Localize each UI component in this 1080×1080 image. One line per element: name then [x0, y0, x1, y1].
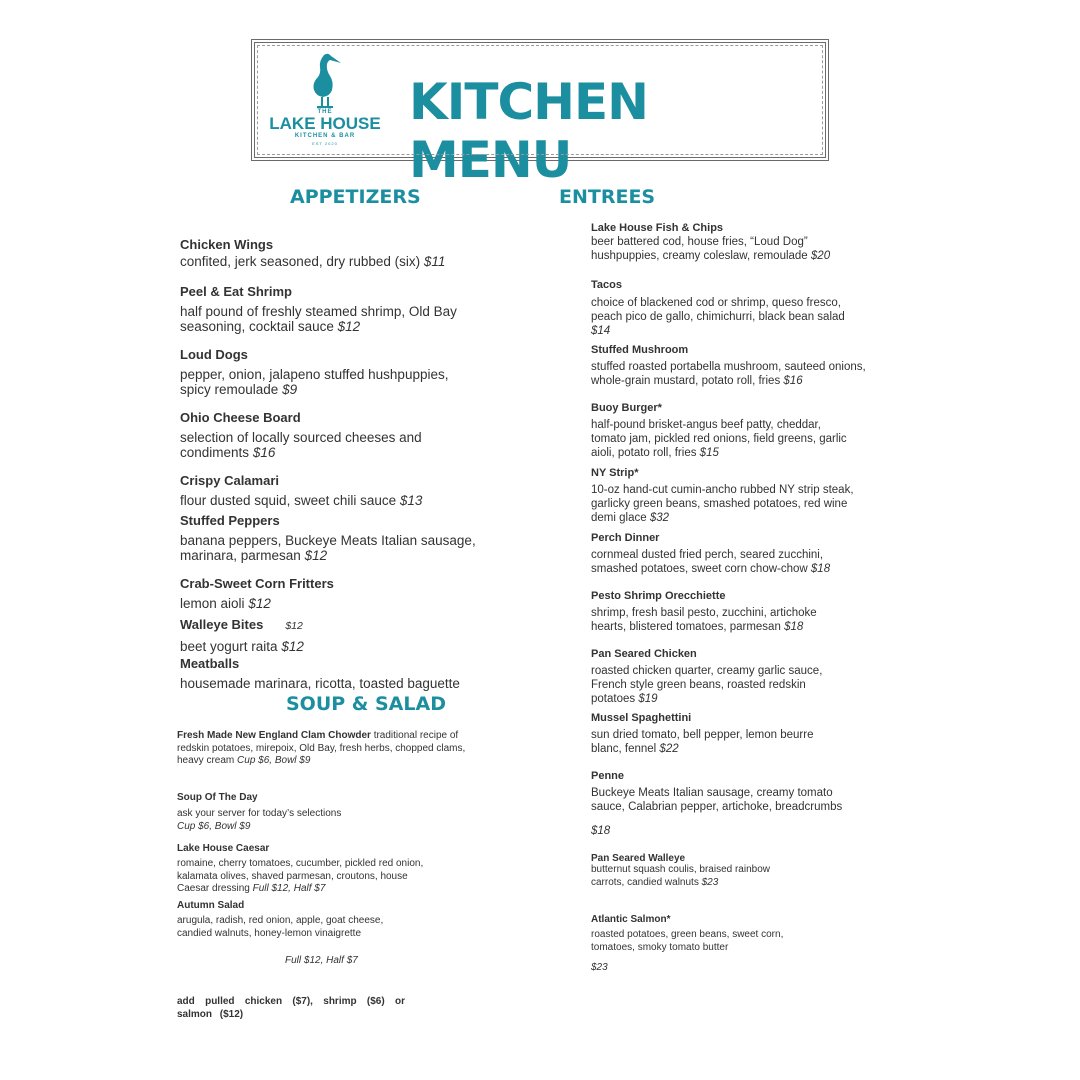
item-price: $11 — [423, 254, 446, 269]
item-name: Crab-Sweet Corn Fritters — [180, 576, 334, 591]
item-price: $18 — [591, 825, 611, 837]
item-desc: roasted potatoes, green beans, sweet corn, tomatoes, smoky tomato butter — [591, 929, 784, 953]
item-name: Stuffed Mushroom — [591, 344, 689, 356]
menu-item — [177, 900, 417, 940]
item-name: Lake House Fish & Chips — [591, 222, 724, 234]
item-price: $23 — [701, 876, 719, 888]
item-name: Penne — [591, 770, 625, 782]
menu-item — [591, 222, 866, 263]
item-name: Buoy Burger* — [591, 402, 662, 414]
item-desc: sun dried tomato, bell pepper, lemon beurre blanc, fennel — [591, 729, 814, 755]
item-price: $23 — [591, 962, 608, 973]
menu-item — [177, 730, 477, 768]
item-price: $32 — [649, 512, 670, 524]
item-price: Cup $6, Bowl $9 — [237, 755, 311, 766]
item-name: Pan Seared Walleye — [591, 853, 686, 864]
item-name: Ohio Cheese Board — [180, 410, 301, 425]
menu-item — [180, 410, 450, 460]
item-price: $18 — [784, 621, 804, 633]
addon-note: add pulled chicken ($7), shrimp ($6) or salmon ($12) — [177, 996, 405, 1020]
menu-item — [180, 513, 480, 563]
item-desc: stuffed roasted portabella mushroom, sauteed onions, whole-grain mustard, potato roll, fries — [591, 361, 866, 387]
item-price: $13 — [399, 493, 423, 508]
item-name: Autumn Salad — [177, 900, 245, 911]
lake-house-logo — [269, 51, 381, 157]
menu-item — [591, 914, 806, 975]
menu-item — [591, 532, 866, 576]
item-name: Chicken Wings — [180, 237, 274, 252]
item-name: Meatballs — [180, 656, 240, 671]
appetizers-title: APPETIZERS — [290, 186, 421, 208]
logo-sub: KITCHEN & BAR — [294, 133, 356, 139]
item-desc: 10-oz hand-cut cumin-ancho rubbed NY strip steak, garlicky green beans, smashed potatoes, red wine demi glace — [591, 484, 854, 524]
item-desc: half pound of freshly steamed shrimp, Old Bay seasoning, cocktail sauce — [180, 304, 457, 334]
item-name: Perch Dinner — [591, 532, 660, 544]
item-desc: pepper, onion, jalapeno stuffed hushpuppies, spicy remoulade — [180, 367, 449, 397]
item-price — [285, 955, 358, 968]
item-price: $12 — [337, 319, 361, 334]
item-price: $16 — [252, 445, 276, 460]
item-desc: roasted chicken quarter, creamy garlic sauce, French style green beans, roasted redskin potatoes — [591, 665, 823, 705]
menu-item — [591, 712, 836, 756]
menu-item — [180, 284, 480, 334]
item-extra-price: $12 — [285, 620, 303, 632]
item-price: $12 — [304, 548, 328, 563]
item-name: Fresh Made New England Clam Chowder — [177, 730, 371, 741]
item-price: $18 — [810, 563, 831, 575]
item-desc: half-pound brisket-angus beef patty, cheddar, tomato jam, pickled red onions, field greens, garlic aioli, potato roll, fries — [591, 419, 847, 459]
menu-item — [180, 237, 480, 269]
menu-item — [177, 792, 477, 833]
menu-item — [591, 467, 856, 525]
menu-item — [591, 344, 876, 388]
item-name: NY Strip* — [591, 467, 639, 479]
item-name: Mussel Spaghettini — [591, 712, 692, 724]
menu-item — [591, 853, 801, 889]
item-price: $12 — [248, 596, 271, 611]
logo-est: EST 2020 — [312, 141, 338, 146]
logo-name: LAKE HOUSE — [269, 114, 381, 133]
item-name: Atlantic Salmon* — [591, 914, 671, 925]
pelican-icon — [305, 51, 345, 109]
item-desc: beet yogurt raita — [180, 639, 278, 654]
item-price: $19 — [638, 693, 658, 705]
item-price: $12 — [281, 639, 304, 654]
item-desc: housemade marinara, ricotta, toasted baguette — [180, 676, 460, 691]
menu-item — [177, 843, 432, 896]
menu-item — [591, 590, 841, 634]
item-price: $9 — [282, 382, 298, 397]
menu-item — [180, 347, 480, 397]
item-price: $20 — [810, 250, 831, 262]
item-desc: flour dusted squid, sweet chili sauce — [180, 493, 397, 508]
menu-item — [180, 576, 480, 611]
menu-item — [180, 473, 480, 508]
item-name: Pesto Shrimp Orecchiette — [591, 590, 726, 602]
item-desc: ask your server for today’s selections — [177, 808, 342, 819]
menu-item — [180, 656, 500, 691]
item-desc: Buckeye Meats Italian sausage, creamy tomato sauce, Calabrian pepper, artichoke, breadcrumbs — [591, 787, 843, 813]
autumn-salad-price: Full $12, Half $7 — [285, 955, 358, 966]
item-price: $15 — [699, 447, 719, 459]
item-name: Pan Seared Chicken — [591, 648, 697, 660]
menu-item — [180, 616, 480, 654]
item-price: Cup $6, Bowl $9 — [177, 820, 251, 832]
item-desc: choice of blackened cod or shrimp, queso fresco, peach pico de gallo, chimichurri, black bean salad — [591, 297, 845, 323]
item-name: Loud Dogs — [180, 347, 248, 362]
item-desc: lemon aioli — [180, 596, 245, 611]
item-price: $14 — [591, 325, 611, 337]
item-desc: arugula, radish, red onion, apple, goat cheese, candied walnuts, honey-lemon vinaigrette — [177, 915, 384, 939]
item-desc: shrimp, fresh basil pesto, zucchini, artichoke hearts, blistered tomatoes, parmesan — [591, 607, 817, 633]
item-name: Tacos — [591, 279, 622, 291]
item-desc: traditional recipe of redskin potatoes, mirepoix, Old Bay, fresh herbs, chopped clams, heavy cream — [177, 730, 466, 766]
item-price: $16 — [783, 375, 803, 387]
item-name: Stuffed Peppers — [180, 513, 280, 528]
item-desc: selection of locally sourced cheeses and condiments — [180, 430, 422, 460]
item-desc: butternut squash coulis, braised rainbow carrots, candied walnuts — [591, 864, 770, 888]
menu-item — [591, 770, 861, 838]
menu-header — [251, 39, 829, 189]
menu-item — [591, 402, 851, 460]
item-price: Full $12, Half $7 — [252, 883, 326, 894]
item-name: Crispy Calamari — [180, 473, 279, 488]
soup-salad-title: SOUP & SALAD — [286, 693, 446, 715]
item-desc: cornmeal dusted fried perch, seared zucchini, smashed potatoes, sweet corn chow-chow — [591, 549, 824, 575]
item-name: Peel & Eat Shrimp — [180, 284, 292, 299]
page-title: KITCHEN MENU — [409, 73, 648, 189]
item-desc: beer battered cod, house fries, “Loud Dog” hushpuppies, creamy coleslaw, remoulade — [591, 236, 808, 262]
item-name: Walleye Bites — [180, 617, 264, 632]
item-price: $22 — [659, 743, 679, 755]
item-desc: banana peppers, Buckeye Meats Italian sausage, marinara, parmesan — [180, 533, 476, 563]
menu-item — [591, 648, 841, 706]
item-name: Soup Of The Day — [177, 792, 258, 803]
menu-item — [591, 279, 861, 338]
item-name: Lake House Caesar — [177, 843, 270, 854]
item-desc: confited, jerk seasoned, dry rubbed (six) — [180, 254, 421, 269]
item-desc: romaine, cherry tomatoes, cucumber, pickled red onion, kalamata olives, shaved parmesan, croutons, house Caesar dressing — [177, 858, 424, 894]
entrees-title: ENTREES — [559, 186, 656, 208]
logo-the: THE — [317, 109, 333, 115]
